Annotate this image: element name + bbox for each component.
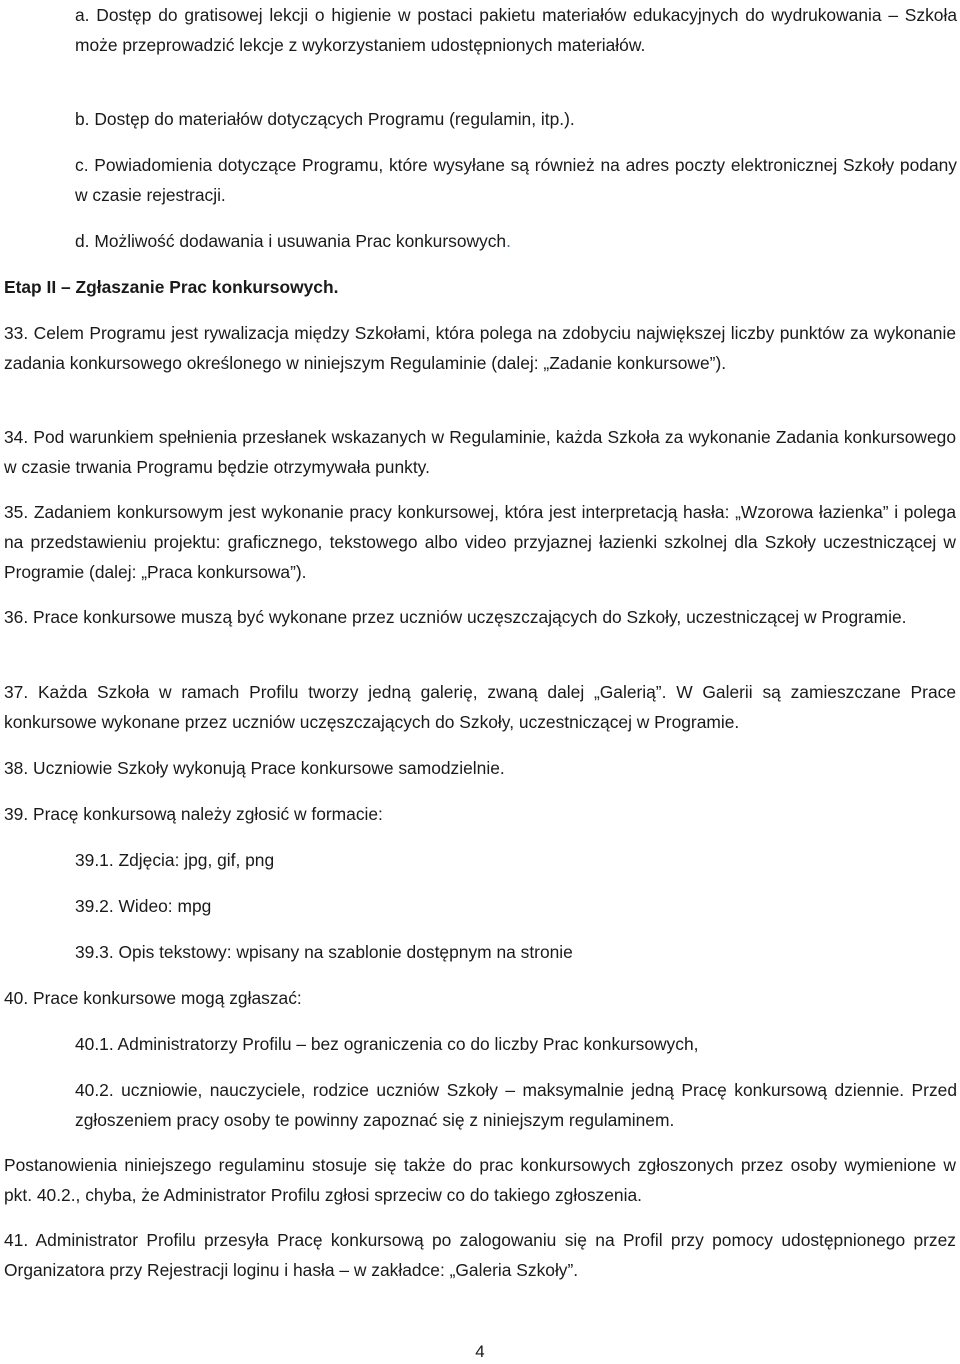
list-item-d-period: . (506, 231, 511, 251)
paragraph-35: 35. Zadaniem konkursowym jest wykonanie pracy konkursowej, która jest interpretacją hasła: „Wzorowa łazienka” i polega na przedstawieniu projektu: graficznego, tekstowego albo video przyjaznej łazienki szkolnej dla Szkoły uczestniczącej w Programie (dalej: „Praca konkursowa”). (4, 502, 956, 582)
paragraph-39-1: 39.1. Zdjęcia: jpg, gif, png (75, 850, 275, 870)
list-item-a: a. Dostęp do gratisowej lekcji o higienie w postaci pakietu materiałów edukacyjnych do wydrukowania – Szkoła może przeprowadzić lekcje z wykorzystaniem udostępnionych materiałów. (75, 5, 957, 55)
paragraph-37: 37. Każda Szkoła w ramach Profilu tworzy jedną galerię, zwaną dalej „Galerią”. W Galerii są zamieszczane Prace konkursowe wykonane przez uczniów uczęszczających do Szkoły, uczestniczącej w Programie. (4, 682, 956, 732)
paragraph-postanowienia: Postanowienia niniejszego regulaminu stosuje się także do prac konkursowych zgłoszonych przez osoby wymienione w pkt. 40.2., chyba, że Administrator Profilu zgłosi sprzeciw co do takiego zgłoszenia. (4, 1155, 956, 1205)
list-item-c: c. Powiadomienia dotyczące Programu, które wysyłane są również na adres poczty elektronicznej Szkoły podany w czasie rejestracji. (75, 155, 957, 205)
paragraph-36: 36. Prace konkursowe muszą być wykonane przez uczniów uczęszczających do Szkoły, uczestniczącej w Programie. (4, 607, 907, 627)
paragraph-33: 33. Celem Programu jest rywalizacja między Szkołami, która polega na zdobyciu największej liczby punktów za wykonanie zadania konkursowego określonego w niniejszym Regulaminie (dalej: „Zadanie konkursowe”). (4, 323, 956, 373)
paragraph-39: 39. Pracę konkursową należy zgłosić w formacie: (4, 804, 383, 824)
paragraph-41: 41. Administrator Profilu przesyła Pracę konkursową po zalogowaniu się na Profil przy pomocy udostępnionego przez Organizatora przy Rejestracji loginu i hasła – w zakładce: „Galeria Szkoły”. (4, 1230, 956, 1280)
section-heading: Etap II – Zgłaszanie Prac konkursowych. (4, 277, 339, 297)
list-item-d-text: d. Możliwość dodawania i usuwania Prac konkursowych (75, 231, 507, 251)
list-item-d (75, 226, 957, 256)
paragraph-40: 40. Prace konkursowe mogą zgłaszać: (4, 988, 302, 1008)
paragraph-39-2: 39.2. Wideo: mpg (75, 896, 212, 916)
page-number: 4 (475, 1342, 485, 1361)
paragraph-34: 34. Pod warunkiem spełnienia przesłanek wskazanych w Regulaminie, każda Szkoła za wykonanie Zadania konkursowego w czasie trwania Programu będzie otrzymywała punkty. (4, 427, 956, 477)
paragraph-39-3: 39.3. Opis tekstowy: wpisany na szablonie dostępnym na stronie (75, 942, 573, 962)
paragraph-40-2: 40.2. uczniowie, nauczyciele, rodzice uczniów Szkoły – maksymalnie jedną Pracę konkursową dziennie. Przed zgłoszeniem pracy osoby te powinny zapoznać się z niniejszym regulaminem. (75, 1080, 957, 1130)
paragraph-38: 38. Uczniowie Szkoły wykonują Prace konkursowe samodzielnie. (4, 758, 505, 778)
paragraph-40-1: 40.1. Administratorzy Profilu – bez ograniczenia co do liczby Prac konkursowych, (75, 1034, 699, 1054)
list-item-b: b. Dostęp do materiałów dotyczących Programu (regulamin, itp.). (75, 109, 575, 129)
